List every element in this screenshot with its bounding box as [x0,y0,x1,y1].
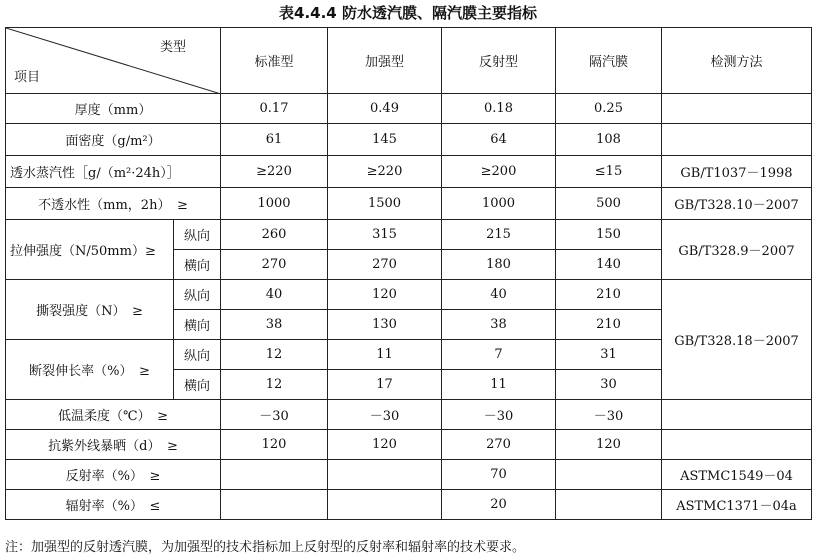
method-cell [662,124,812,156]
table-cell: 260 [221,220,328,250]
table-cell [221,460,328,490]
method-cell: GB/T328.9－2007 [662,220,812,280]
table-cell: 1000 [442,188,556,220]
table-cell: 500 [556,188,662,220]
table-cell: 11 [442,370,556,400]
table-cell: －30 [221,400,328,430]
table-row [6,94,812,124]
table-note: 注：加强型的反射透汽膜，为加强型的技术指标加上反射型的反射率和辐射率的技术要求。 [5,540,526,555]
table-cell: 64 [442,124,556,156]
table-cell [556,460,662,490]
table-cell: 7 [442,340,556,370]
table-row [6,156,812,188]
method-cell [662,94,812,124]
table-title: 表4.4.4 防水透汽膜、隔汽膜主要指标 [279,4,537,22]
table-header-row [6,28,812,94]
corner-header-cell [6,28,221,94]
table-cell: 0.25 [556,94,662,124]
table-cell: 1500 [328,188,442,220]
row-label: 拉伸强度（N/50mm）≥ [6,220,174,280]
table-cell: 120 [556,430,662,460]
table-row [6,280,812,310]
table-row [6,430,812,460]
table-cell: 12 [221,340,328,370]
table-cell: ≤15 [556,156,662,188]
table-cell: ≥200 [442,156,556,188]
sub-label: 纵向 [174,340,221,370]
table-cell [328,490,442,520]
row-label: 厚度（mm） [6,94,221,124]
table-cell: 0.17 [221,94,328,124]
table-cell: 38 [221,310,328,340]
table-row [6,400,812,430]
table-cell: 0.49 [328,94,442,124]
table-cell: －30 [556,400,662,430]
table-cell: 210 [556,280,662,310]
table-row [6,220,812,250]
table-row [6,188,812,220]
table-cell: 12 [221,370,328,400]
table-cell: 11 [328,340,442,370]
table-cell: ≥220 [328,156,442,188]
table-cell: 270 [442,430,556,460]
table-cell: 270 [328,250,442,280]
row-label: 辐射率（%） ≤ [6,490,221,520]
sub-label: 纵向 [174,220,221,250]
table-cell: 30 [556,370,662,400]
table-cell: 108 [556,124,662,156]
method-cell: GB/T1037－1998 [662,156,812,188]
table-cell: 1000 [221,188,328,220]
sub-label: 纵向 [174,280,221,310]
table-cell: 140 [556,250,662,280]
table-cell: 130 [328,310,442,340]
row-label: 抗紫外线暴晒（d） ≥ [6,430,221,460]
table-cell: 150 [556,220,662,250]
table-cell: 40 [221,280,328,310]
table-cell: 20 [442,490,556,520]
row-label: 反射率（%） ≥ [6,460,221,490]
table-row [6,490,812,520]
row-label: 撕裂强度（N） ≥ [6,280,174,340]
table-cell: 120 [328,430,442,460]
column-header: 反射型 [442,28,556,94]
sub-label: 横向 [174,310,221,340]
table-cell: 70 [442,460,556,490]
column-header: 加强型 [328,28,442,94]
table-cell: 270 [221,250,328,280]
table-cell [221,490,328,520]
column-header: 标准型 [221,28,328,94]
spec-table [5,27,812,520]
table-row [6,460,812,490]
row-label: 低温柔度（℃） ≥ [6,400,221,430]
method-cell [662,400,812,430]
table-cell: 31 [556,340,662,370]
column-header: 隔汽膜 [556,28,662,94]
table-cell: 0.18 [442,94,556,124]
method-cell: GB/T328.10－2007 [662,188,812,220]
table-cell: －30 [328,400,442,430]
table-cell: 17 [328,370,442,400]
table-cell [556,490,662,520]
method-cell: GB/T328.18－2007 [662,280,812,400]
table-cell: －30 [442,400,556,430]
sub-label: 横向 [174,370,221,400]
table-cell: 61 [221,124,328,156]
table-cell [328,460,442,490]
column-header: 检测方法 [662,28,812,94]
table-cell: 215 [442,220,556,250]
table-row [6,124,812,156]
type-label: 类型 [159,40,186,55]
table-cell: 210 [556,310,662,340]
row-label: 不透水性（mm，2h） ≥ [6,188,221,220]
table-cell: 38 [442,310,556,340]
table-cell: 180 [442,250,556,280]
method-cell [662,430,812,460]
table-cell: 120 [328,280,442,310]
table-cell: 145 [328,124,442,156]
sub-label: 横向 [174,250,221,280]
table-cell: ≥220 [221,156,328,188]
item-label: 项目 [14,70,41,85]
row-label: 断裂伸长率（%） ≥ [6,340,174,400]
table-cell: 120 [221,430,328,460]
row-label: 透水蒸汽性［g/（m²·24h）］ [6,156,221,188]
table-cell: 40 [442,280,556,310]
method-cell: ASTMC1371－04a [662,490,812,520]
row-label: 面密度（g/m²） [6,124,221,156]
method-cell: ASTMC1549－04 [662,460,812,490]
table-cell: 315 [328,220,442,250]
